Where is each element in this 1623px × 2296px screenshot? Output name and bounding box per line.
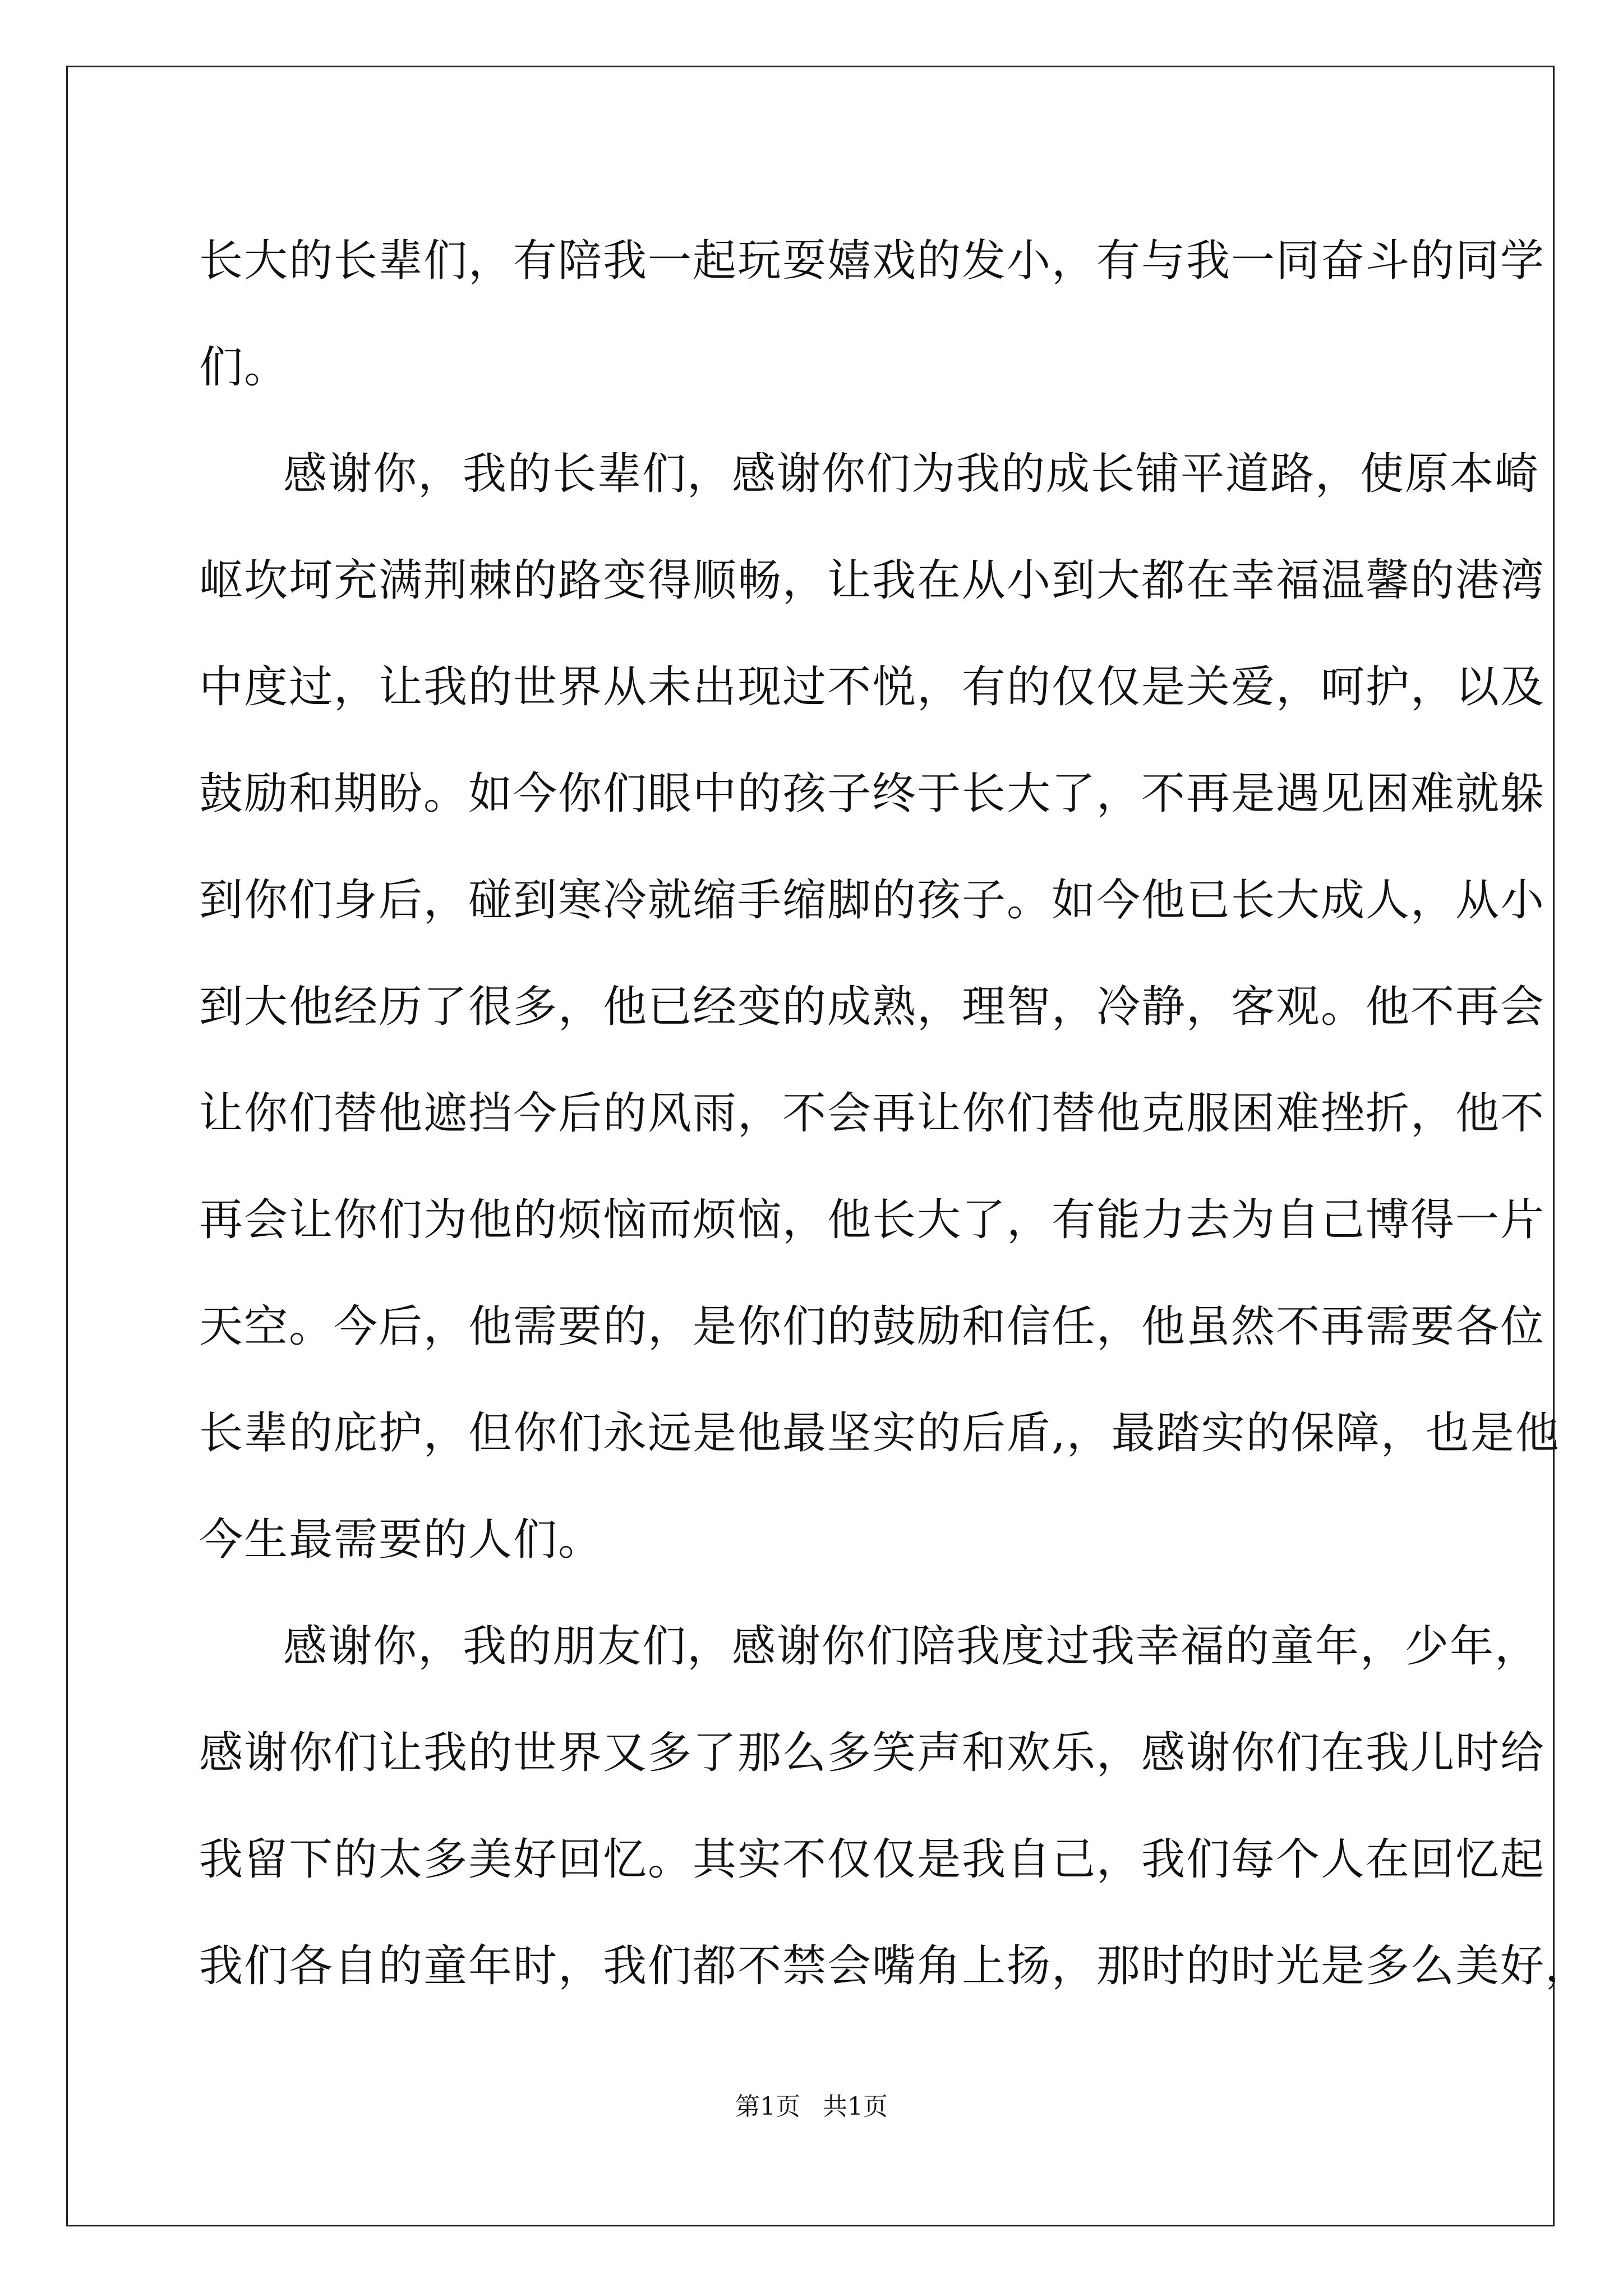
- text-line: 感谢你，我的朋友们，感谢你们陪我度过我幸福的童年，少年，: [283, 1621, 1540, 1672]
- page-footer: [0, 2090, 1623, 2124]
- text-line: 鼓励和期盼。如今你们眼中的孩子终于长大了，不再是遇见困难就躲: [199, 769, 1546, 819]
- text-line: 到你们身后，碰到寒冷就缩手缩脚的孩子。如今他已长大成人，从小: [199, 875, 1546, 926]
- text-line: 中度过，让我的世界从未出现过不悦，有的仅仅是关爱，呵护，以及: [199, 662, 1546, 712]
- text-line: 们。: [199, 342, 289, 393]
- text-line: 感谢你，我的长辈们，感谢你们为我的成长铺平道路，使原本崎: [283, 449, 1540, 499]
- text-line: 感谢你们让我的世界又多了那么多笑声和欢乐，感谢你们在我儿时给: [199, 1728, 1546, 1778]
- text-line: 到大他经历了很多，他已经变的成熟，理智，冷静，客观。他不再会: [199, 982, 1546, 1032]
- text-line: 我们各自的童年时，我们都不禁会嘴角上扬，那时的时光是多么美好，: [199, 1941, 1590, 1991]
- text-line: 天空。今后，他需要的，是你们的鼓励和信任，他虽然不再需要各位: [199, 1301, 1546, 1352]
- text-line: 长辈的庇护，但你们永远是他最坚实的后盾,，最踏实的保障，也是他: [199, 1408, 1560, 1458]
- text-line: 今生最需要的人们。: [199, 1515, 603, 1565]
- text-line: 岖坎坷充满荆棘的路变得顺畅，让我在从小到大都在幸福温馨的港湾: [199, 555, 1546, 606]
- text-line: 让你们替他遮挡今后的风雨，不会再让你们替他克服困难挫折，他不: [199, 1088, 1546, 1139]
- text-line: 长大的长辈们，有陪我一起玩耍嬉戏的发小，有与我一同奋斗的同学: [199, 236, 1546, 286]
- document-body: [199, 208, 1590, 2019]
- text-line: 我留下的太多美好回忆。其实不仅仅是我自己，我们每个人在回忆起: [199, 1834, 1546, 1885]
- text-line: 再会让你们为他的烦恼而烦恼，他长大了，有能力去为自己博得一片: [199, 1195, 1546, 1245]
- page-number-current: 第1页: [735, 2092, 800, 2121]
- page-number-total: 共1页: [823, 2092, 888, 2121]
